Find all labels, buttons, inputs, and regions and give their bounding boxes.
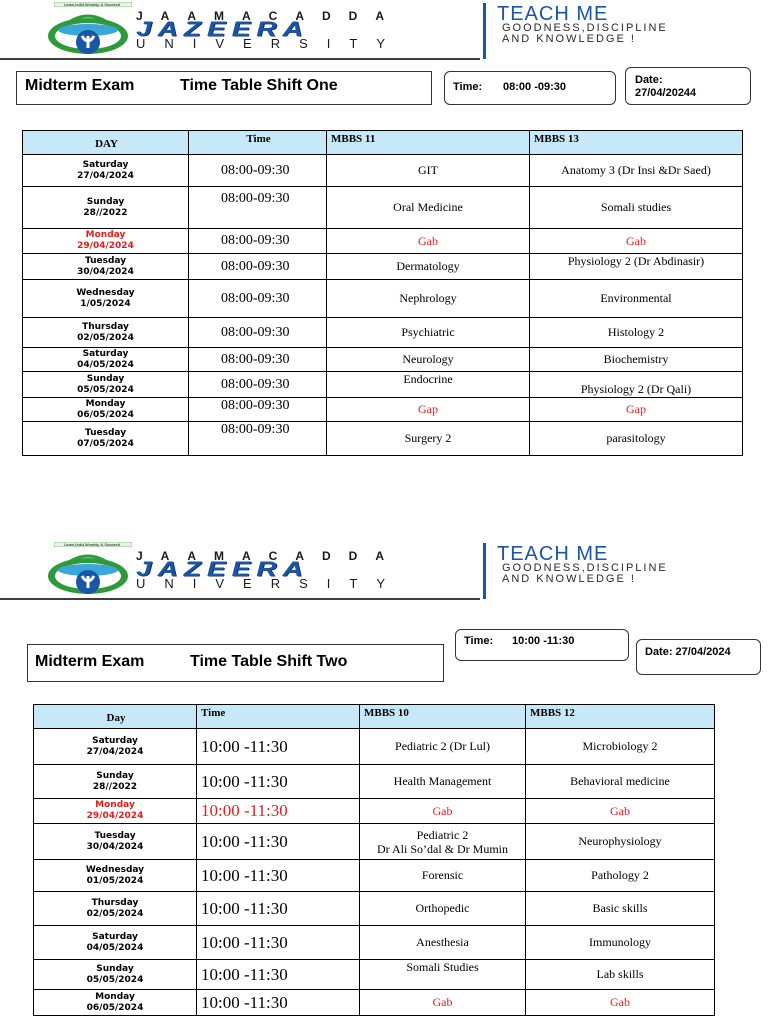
time-cell: 08:00-09:30 [189, 229, 327, 254]
column-header-time: Time [189, 131, 327, 155]
tagline-line-2: AND KNOWLEDGE ! [502, 33, 636, 45]
time-cell: 10:00 -11:30 [197, 990, 360, 1016]
day-cell: Sunday 05/05/2024 [34, 960, 197, 990]
subject-cell: Forensic [360, 860, 526, 892]
day-cell: Saturday 04/05/2024 [23, 348, 189, 372]
logo-text-main: JAZEERA [136, 17, 309, 41]
time-cell: 08:00-09:30 [189, 372, 327, 398]
subject-cell: Lab skills [526, 960, 715, 990]
day-cell: Tuesday 07/05/2024 [23, 422, 189, 456]
table-row [23, 280, 743, 318]
subject-cell: Biochemistry [530, 348, 743, 372]
shift-one-table [22, 130, 743, 456]
subject-cell: parasitology [530, 422, 743, 456]
table-row [23, 254, 743, 280]
column-header-day: Day [34, 705, 197, 729]
table-row [23, 348, 743, 372]
subject-cell: Physiology 2 (Dr Qali) [530, 372, 743, 398]
table-header-row [23, 131, 743, 155]
subject-cell: Surgery 2 [327, 422, 530, 456]
column-header-day: DAY [23, 131, 189, 155]
header-divider [483, 543, 486, 599]
day-cell: Sunday 28//2022 [34, 765, 197, 799]
day-cell: Sunday 05/05/2024 [23, 372, 189, 398]
university-emblem-icon [46, 546, 130, 596]
day-cell: Monday 06/05/2024 [23, 398, 189, 422]
subject-cell: Anatomy 3 (Dr Insi &Dr Saed) [530, 155, 743, 187]
logo-text-top: JAAMACADDA [136, 9, 402, 23]
table-row [23, 229, 743, 254]
subject-cell: Somali studies [530, 187, 743, 229]
header-underline [0, 58, 480, 60]
subject-cell: Pediatric 2 Dr Ali So’dal & Dr Mumin [360, 824, 526, 860]
time-cell: 10:00 -11:30 [197, 960, 360, 990]
subject-cell: Endocrine [327, 372, 530, 398]
date-label: Date: [635, 74, 663, 86]
day-cell: Wednesday 1/05/2024 [23, 280, 189, 318]
time-cell: 08:00-09:30 [189, 155, 327, 187]
date-value: Date: 27/04/2024 [645, 646, 731, 658]
day-cell: Saturday 27/04/2024 [23, 155, 189, 187]
date-box [636, 639, 761, 675]
column-header-mbbs-10: MBBS 10 [360, 705, 526, 729]
table-row [34, 799, 715, 824]
day-cell-holiday: Monday 29/04/2024 [34, 799, 197, 824]
logo-text-main: JAZEERA [136, 557, 309, 581]
subject-cell: GIT [327, 155, 530, 187]
time-cell: 10:00 -11:30 [197, 926, 360, 960]
column-header-time: Time [197, 705, 360, 729]
day-cell: Thursday 02/05/2024 [23, 318, 189, 348]
time-cell: 10:00 -11:30 [197, 860, 360, 892]
time-value: 08:00 -09:30 [503, 81, 566, 93]
logo-text-bottom: UNIVERSITY [136, 576, 405, 591]
subject-cell-holiday: Gap [530, 398, 743, 422]
subject-cell: Behavioral medicine [526, 765, 715, 799]
subject-cell-holiday: Gab [526, 990, 715, 1016]
tagline-title: TEACH ME [497, 3, 609, 25]
table-row [23, 422, 743, 456]
university-header [0, 540, 768, 602]
table-row [34, 860, 715, 892]
time-cell: 08:00-09:30 [189, 318, 327, 348]
table-row [23, 187, 743, 229]
time-label: Time: [453, 81, 483, 93]
tagline-title: TEACH ME [497, 543, 609, 565]
table-row [23, 155, 743, 187]
table-row [34, 824, 715, 860]
day-cell: Saturday 04/05/2024 [34, 926, 197, 960]
table-row [23, 372, 743, 398]
time-cell: 08:00-09:30 [189, 398, 327, 422]
table-row [34, 960, 715, 990]
date-box [625, 67, 751, 105]
time-cell: 10:00 -11:30 [197, 892, 360, 926]
subject-cell: Immunology [526, 926, 715, 960]
subject-cell: Microbiology 2 [526, 729, 715, 765]
timetable-page-shift-two [0, 540, 768, 1024]
subject-cell: Pediatric 2 (Dr Lul) [360, 729, 526, 765]
subject-cell: Histology 2 [530, 318, 743, 348]
subject-cell: Somali Studies [360, 960, 526, 990]
time-cell-holiday: 10:00 -11:30 [197, 799, 360, 824]
subject-cell-holiday: Gab [360, 799, 526, 824]
shift-two-table [33, 704, 715, 1016]
subject-cell-holiday: Gab [526, 799, 715, 824]
time-box [455, 629, 629, 661]
timetable-page-shift-one [0, 0, 768, 500]
table-row [34, 765, 715, 799]
svg-text:Learn,build,Worship & Succeed: Learn,build,Worship & Succeed [64, 2, 120, 7]
column-header-mbbs-12: MBBS 12 [526, 705, 715, 729]
time-cell: 08:00-09:30 [189, 348, 327, 372]
tagline-line-2: AND KNOWLEDGE ! [502, 573, 636, 585]
table-row [34, 892, 715, 926]
subject-cell: Orthopedic [360, 892, 526, 926]
table-row [34, 729, 715, 765]
exam-title: Midterm Exam [25, 77, 135, 94]
tagline-line-1: GOODNESS,DISCIPLINE [502, 22, 668, 34]
day-cell: Sunday 28//2022 [23, 187, 189, 229]
table-row [34, 926, 715, 960]
shift-two-title-box [27, 644, 444, 682]
header-underline [0, 598, 480, 600]
logo-text-bottom: UNIVERSITY [136, 36, 405, 51]
time-box [444, 71, 616, 105]
time-cell: 08:00-09:30 [189, 280, 327, 318]
university-emblem-icon [46, 6, 130, 56]
date-value: 27/04/20244 [635, 87, 697, 99]
day-cell-holiday: Monday 29/04/2024 [23, 229, 189, 254]
column-header-mbbs-13: MBBS 13 [530, 131, 743, 155]
logo-text-top: JAAMACADDA [136, 549, 402, 563]
svg-text:Learn,build,Worship & Succeed: Learn,build,Worship & Succeed [64, 542, 120, 547]
subject-cell: Basic skills [526, 892, 715, 926]
day-cell: Wednesday 01/05/2024 [34, 860, 197, 892]
shift-title: Time Table Shift Two [190, 653, 348, 670]
subject-cell: Nephrology [327, 280, 530, 318]
subject-cell: Neurophysiology [526, 824, 715, 860]
day-cell: Tuesday 30/04/2024 [23, 254, 189, 280]
university-header [0, 0, 768, 62]
shift-one-title-box [16, 71, 432, 105]
table-row [23, 398, 743, 422]
subject-cell-holiday: Gab [360, 990, 526, 1016]
subject-cell: Anesthesia [360, 926, 526, 960]
subject-cell: Psychiatric [327, 318, 530, 348]
subject-cell: Neurology [327, 348, 530, 372]
subject-cell-holiday: Gap [327, 398, 530, 422]
subject-cell-holiday: Gab [327, 229, 530, 254]
day-cell: Monday 06/05/2024 [34, 990, 197, 1016]
day-cell: Tuesday 30/04/2024 [34, 824, 197, 860]
subject-cell: Dermatology [327, 254, 530, 280]
subject-cell: Physiology 2 (Dr Abdinasir) [530, 254, 743, 280]
time-cell: 08:00-09:30 [189, 254, 327, 280]
subject-cell: Oral Medicine [327, 187, 530, 229]
time-label: Time: [464, 635, 494, 647]
table-row [23, 318, 743, 348]
logo-motto-banner [54, 542, 132, 547]
day-cell: Thursday 02/05/2024 [34, 892, 197, 926]
time-value: 10:00 -11:30 [512, 635, 575, 647]
column-header-mbbs-11: MBBS 11 [327, 131, 530, 155]
shift-title: Time Table Shift One [180, 77, 338, 94]
day-cell: Saturday 27/04/2024 [34, 729, 197, 765]
header-divider [483, 3, 486, 59]
tagline-line-1: GOODNESS,DISCIPLINE [502, 562, 668, 574]
time-cell: 10:00 -11:30 [197, 824, 360, 860]
exam-title: Midterm Exam [35, 653, 145, 670]
table-header-row [34, 705, 715, 729]
subject-cell: Health Management [360, 765, 526, 799]
time-cell: 08:00-09:30 [189, 187, 327, 229]
time-cell: 10:00 -11:30 [197, 765, 360, 799]
time-cell: 08:00-09:30 [189, 422, 327, 456]
time-cell: 10:00 -11:30 [197, 729, 360, 765]
subject-cell: Environmental [530, 280, 743, 318]
logo-motto-banner [54, 2, 132, 7]
subject-cell: Pathology 2 [526, 860, 715, 892]
subject-cell-holiday: Gab [530, 229, 743, 254]
table-row [34, 990, 715, 1016]
